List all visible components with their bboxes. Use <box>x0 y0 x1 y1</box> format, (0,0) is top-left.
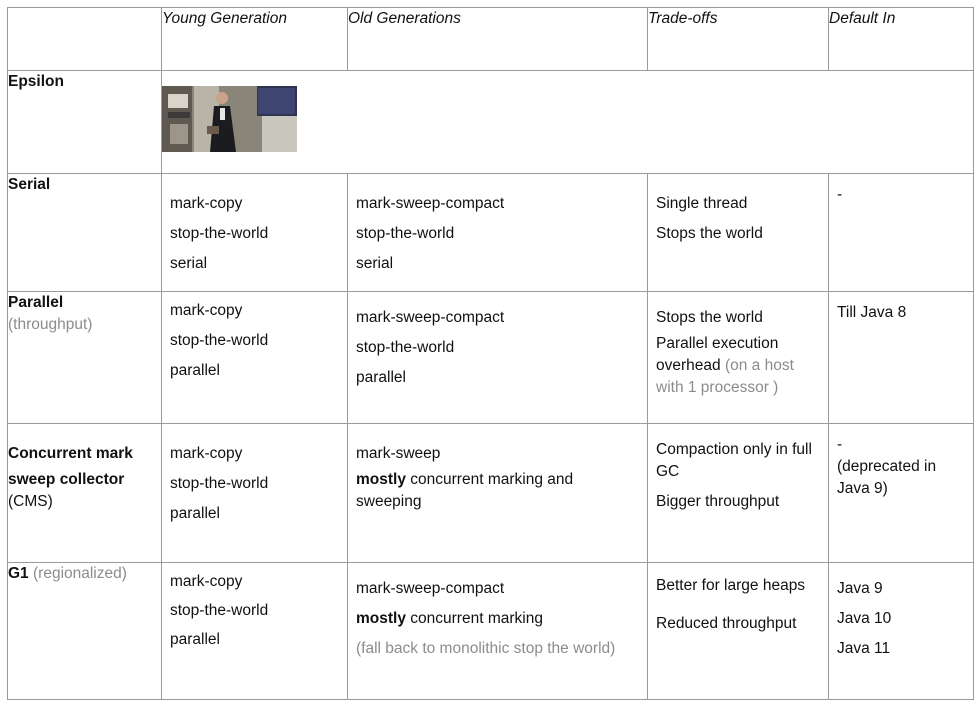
serial-young-cell <box>162 174 348 292</box>
serial-name: Serial <box>8 176 51 193</box>
row-serial <box>8 174 974 292</box>
parallel-default-cell <box>829 292 974 424</box>
parallel-young-2: stop-the-world <box>170 332 269 349</box>
g1-tradeoffs-cell <box>648 563 829 700</box>
serial-young-2: stop-the-world <box>170 225 269 242</box>
row-cms <box>8 424 974 563</box>
serial-old-1: mark-sweep-compact <box>356 195 505 212</box>
cms-name-2: sweep collector <box>8 471 125 488</box>
parallel-name: Parallel <box>8 294 64 311</box>
g1-default-1: Java 9 <box>837 580 883 597</box>
parallel-tradeoffs-cell <box>648 292 829 424</box>
parallel-default: Till Java 8 <box>837 304 907 321</box>
row-epsilon <box>8 71 974 174</box>
g1-default-2: Java 10 <box>837 610 892 627</box>
serial-tradeoff-1: Single thread <box>656 195 748 212</box>
parallel-old-3: parallel <box>356 369 406 386</box>
epsilon-name: Epsilon <box>8 73 64 90</box>
cms-old-rest: concurrent marking and sweeping <box>356 471 574 510</box>
cms-young-3: parallel <box>170 505 220 522</box>
cms-default-cell <box>829 424 974 563</box>
cms-name-1: Concurrent mark <box>8 445 133 462</box>
cms-young-1: mark-copy <box>170 445 243 462</box>
cms-old-bold: mostly <box>356 471 406 488</box>
parallel-young-3: parallel <box>170 362 220 379</box>
cms-tradeoff-2: Bigger throughput <box>656 493 780 510</box>
header-default-in: Default In <box>829 8 974 71</box>
epsilon-image-cell <box>162 71 974 174</box>
serial-tradeoffs-cell <box>648 174 829 292</box>
serial-name-cell <box>8 174 162 292</box>
g1-young-3: parallel <box>170 631 220 648</box>
parallel-old-2: stop-the-world <box>356 339 455 356</box>
cms-default-2: (deprecated in Java 9) <box>837 458 937 497</box>
parallel-old-cell <box>348 292 648 424</box>
g1-old-cell <box>348 563 648 700</box>
header-empty <box>8 8 162 71</box>
g1-old-bold: mostly <box>356 610 406 627</box>
g1-old-1: mark-sweep-compact <box>356 580 505 597</box>
cms-tradeoff-1: Compaction only in full GC <box>656 441 812 480</box>
cms-tradeoffs-cell <box>648 424 829 563</box>
g1-name: G1 <box>8 565 29 582</box>
g1-default-3: Java 11 <box>837 640 891 657</box>
parallel-young-cell <box>162 292 348 424</box>
cms-old-1: mark-sweep <box>356 445 441 462</box>
serial-old-2: stop-the-world <box>356 225 455 242</box>
g1-default-cell <box>829 563 974 700</box>
serial-young-3: serial <box>170 255 208 272</box>
gc-comparison-table <box>7 7 974 700</box>
epsilon-name-cell <box>8 71 162 174</box>
g1-young-2: stop-the-world <box>170 602 269 619</box>
confused-travolta-image <box>162 86 297 152</box>
cms-note: (CMS) <box>8 493 53 510</box>
cms-name-cell <box>8 424 162 563</box>
g1-name-cell <box>8 563 162 700</box>
header-trade-offs: Trade-offs <box>648 8 829 71</box>
g1-tradeoff-1: Better for large heaps <box>656 577 806 594</box>
g1-note: (regionalized) <box>33 565 127 582</box>
serial-tradeoff-2: Stops the world <box>656 225 763 242</box>
serial-old-cell <box>348 174 648 292</box>
cms-young-2: stop-the-world <box>170 475 269 492</box>
parallel-note: (throughput) <box>8 315 93 333</box>
parallel-tradeoff-note: (on a host with 1 processor ) <box>656 357 794 396</box>
parallel-tradeoff-1: Stops the world <box>656 309 763 326</box>
serial-default: - <box>837 186 843 203</box>
serial-old-3: serial <box>356 255 394 272</box>
parallel-tradeoff-2: Parallel execution overhead <box>656 335 779 374</box>
parallel-old-1: mark-sweep-compact <box>356 309 505 326</box>
row-parallel <box>8 292 974 424</box>
g1-old-rest: concurrent marking <box>405 610 543 627</box>
parallel-young-1: mark-copy <box>170 302 243 319</box>
serial-default-cell <box>829 174 974 292</box>
g1-young-1: mark-copy <box>170 573 243 590</box>
cms-young-cell <box>162 424 348 563</box>
g1-tradeoff-2: Reduced throughput <box>656 615 797 632</box>
header-old-generations: Old Generations <box>348 8 648 71</box>
serial-young-1: mark-copy <box>170 195 243 212</box>
g1-old-note: (fall back to monolithic stop the world) <box>356 640 616 657</box>
cms-default-1: - <box>837 436 843 453</box>
g1-young-cell <box>162 563 348 700</box>
parallel-name-cell <box>8 292 162 424</box>
row-g1 <box>8 563 974 700</box>
header-young-generation: Young Generation <box>162 8 348 71</box>
header-row <box>8 8 974 71</box>
cms-old-cell <box>348 424 648 563</box>
